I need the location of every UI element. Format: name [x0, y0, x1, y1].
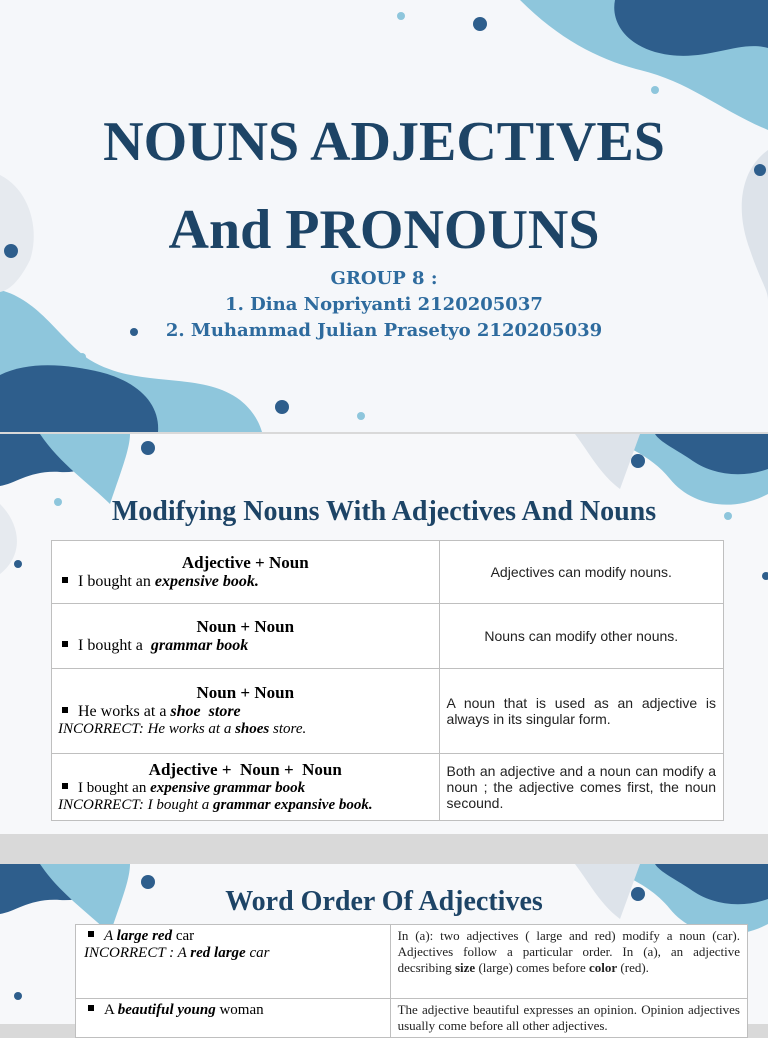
explanation-cell: The adjective beautiful expresses an opinion. Opinion adjectives usually come before all other adjectives.	[390, 999, 747, 1038]
example-cell	[52, 754, 440, 821]
bullet-square-icon	[62, 707, 68, 713]
example-cell	[76, 925, 391, 999]
table-row	[76, 925, 748, 999]
table-row	[52, 604, 724, 669]
word-order-slide	[0, 840, 768, 1033]
example-text: I bought an expensive book.	[78, 572, 259, 590]
title-line-1: NOUNS ADJECTIVES	[103, 111, 665, 173]
example-text: I bought an expensive grammar book	[78, 779, 306, 796]
title-slide	[0, 0, 768, 432]
explanation-cell: Nouns can modify other nouns.	[439, 604, 723, 669]
explanation-cell: In (a): two adjectives ( large and red) modify a noun (car). Adjectives follow a particular order. In (a), an adjective decsribing size (large) comes before color (red).	[390, 925, 747, 999]
example-text: I bought a grammar book	[78, 636, 249, 654]
slide-heading: Modifying Nouns With Adjectives And Nouns	[111, 496, 657, 527]
group-label: GROUP 8 :	[330, 268, 438, 289]
pattern-heading: Noun + Noun	[196, 683, 295, 702]
example-bullet	[58, 703, 433, 721]
explanation-cell: Both an adjective and a noun can modify a noun ; the adjective comes first, the noun secound.	[439, 754, 723, 821]
explanation-cell: A noun that is used as an adjective is always in its singular form.	[439, 669, 723, 754]
example-cell	[52, 541, 440, 604]
example-bullet	[84, 1002, 382, 1019]
bullet-square-icon	[62, 577, 68, 583]
table-row	[52, 754, 724, 821]
slide-heading: Word Order Of Adjectives	[225, 886, 543, 917]
example-bullet	[58, 780, 433, 797]
word-order-table	[75, 924, 748, 1038]
example-text: A beautiful young woman	[104, 1002, 264, 1018]
member-1: 1. Dina Nopriyanti 2120205037	[225, 294, 543, 315]
bullet-square-icon	[62, 783, 68, 789]
modifying-nouns-slide	[0, 434, 768, 834]
table-row	[52, 669, 724, 754]
pattern-heading: Noun + Noun	[196, 616, 295, 636]
example-bullet	[84, 928, 382, 945]
table-row	[52, 541, 724, 604]
example-text: He works at a shoe store	[78, 703, 241, 720]
example-bullet	[58, 637, 433, 655]
example-cell	[52, 669, 440, 754]
bullet-square-icon	[88, 1005, 94, 1011]
modifiers-table	[51, 540, 724, 821]
incorrect-example: INCORRECT : A red large car	[84, 945, 270, 961]
incorrect-example: INCORRECT: I bought a grammar expansive book.	[58, 796, 373, 813]
table-row	[76, 999, 748, 1038]
explanation-cell: Adjectives can modify nouns.	[439, 541, 723, 604]
member-2: 2. Muhammad Julian Prasetyo 2120205039	[165, 320, 603, 341]
bullet-square-icon	[62, 641, 68, 647]
pattern-heading: Adjective + Noun + Noun	[148, 759, 342, 779]
example-bullet	[58, 573, 433, 591]
bullet-square-icon	[88, 931, 94, 937]
example-text: A large red car	[104, 928, 195, 944]
example-cell	[76, 999, 391, 1038]
incorrect-example: INCORRECT: He works at a shoes store.	[58, 721, 307, 737]
example-cell	[52, 604, 440, 669]
title-line-2: And PRONOUNS	[168, 199, 600, 261]
pattern-heading: Adjective + Noun	[181, 552, 309, 572]
